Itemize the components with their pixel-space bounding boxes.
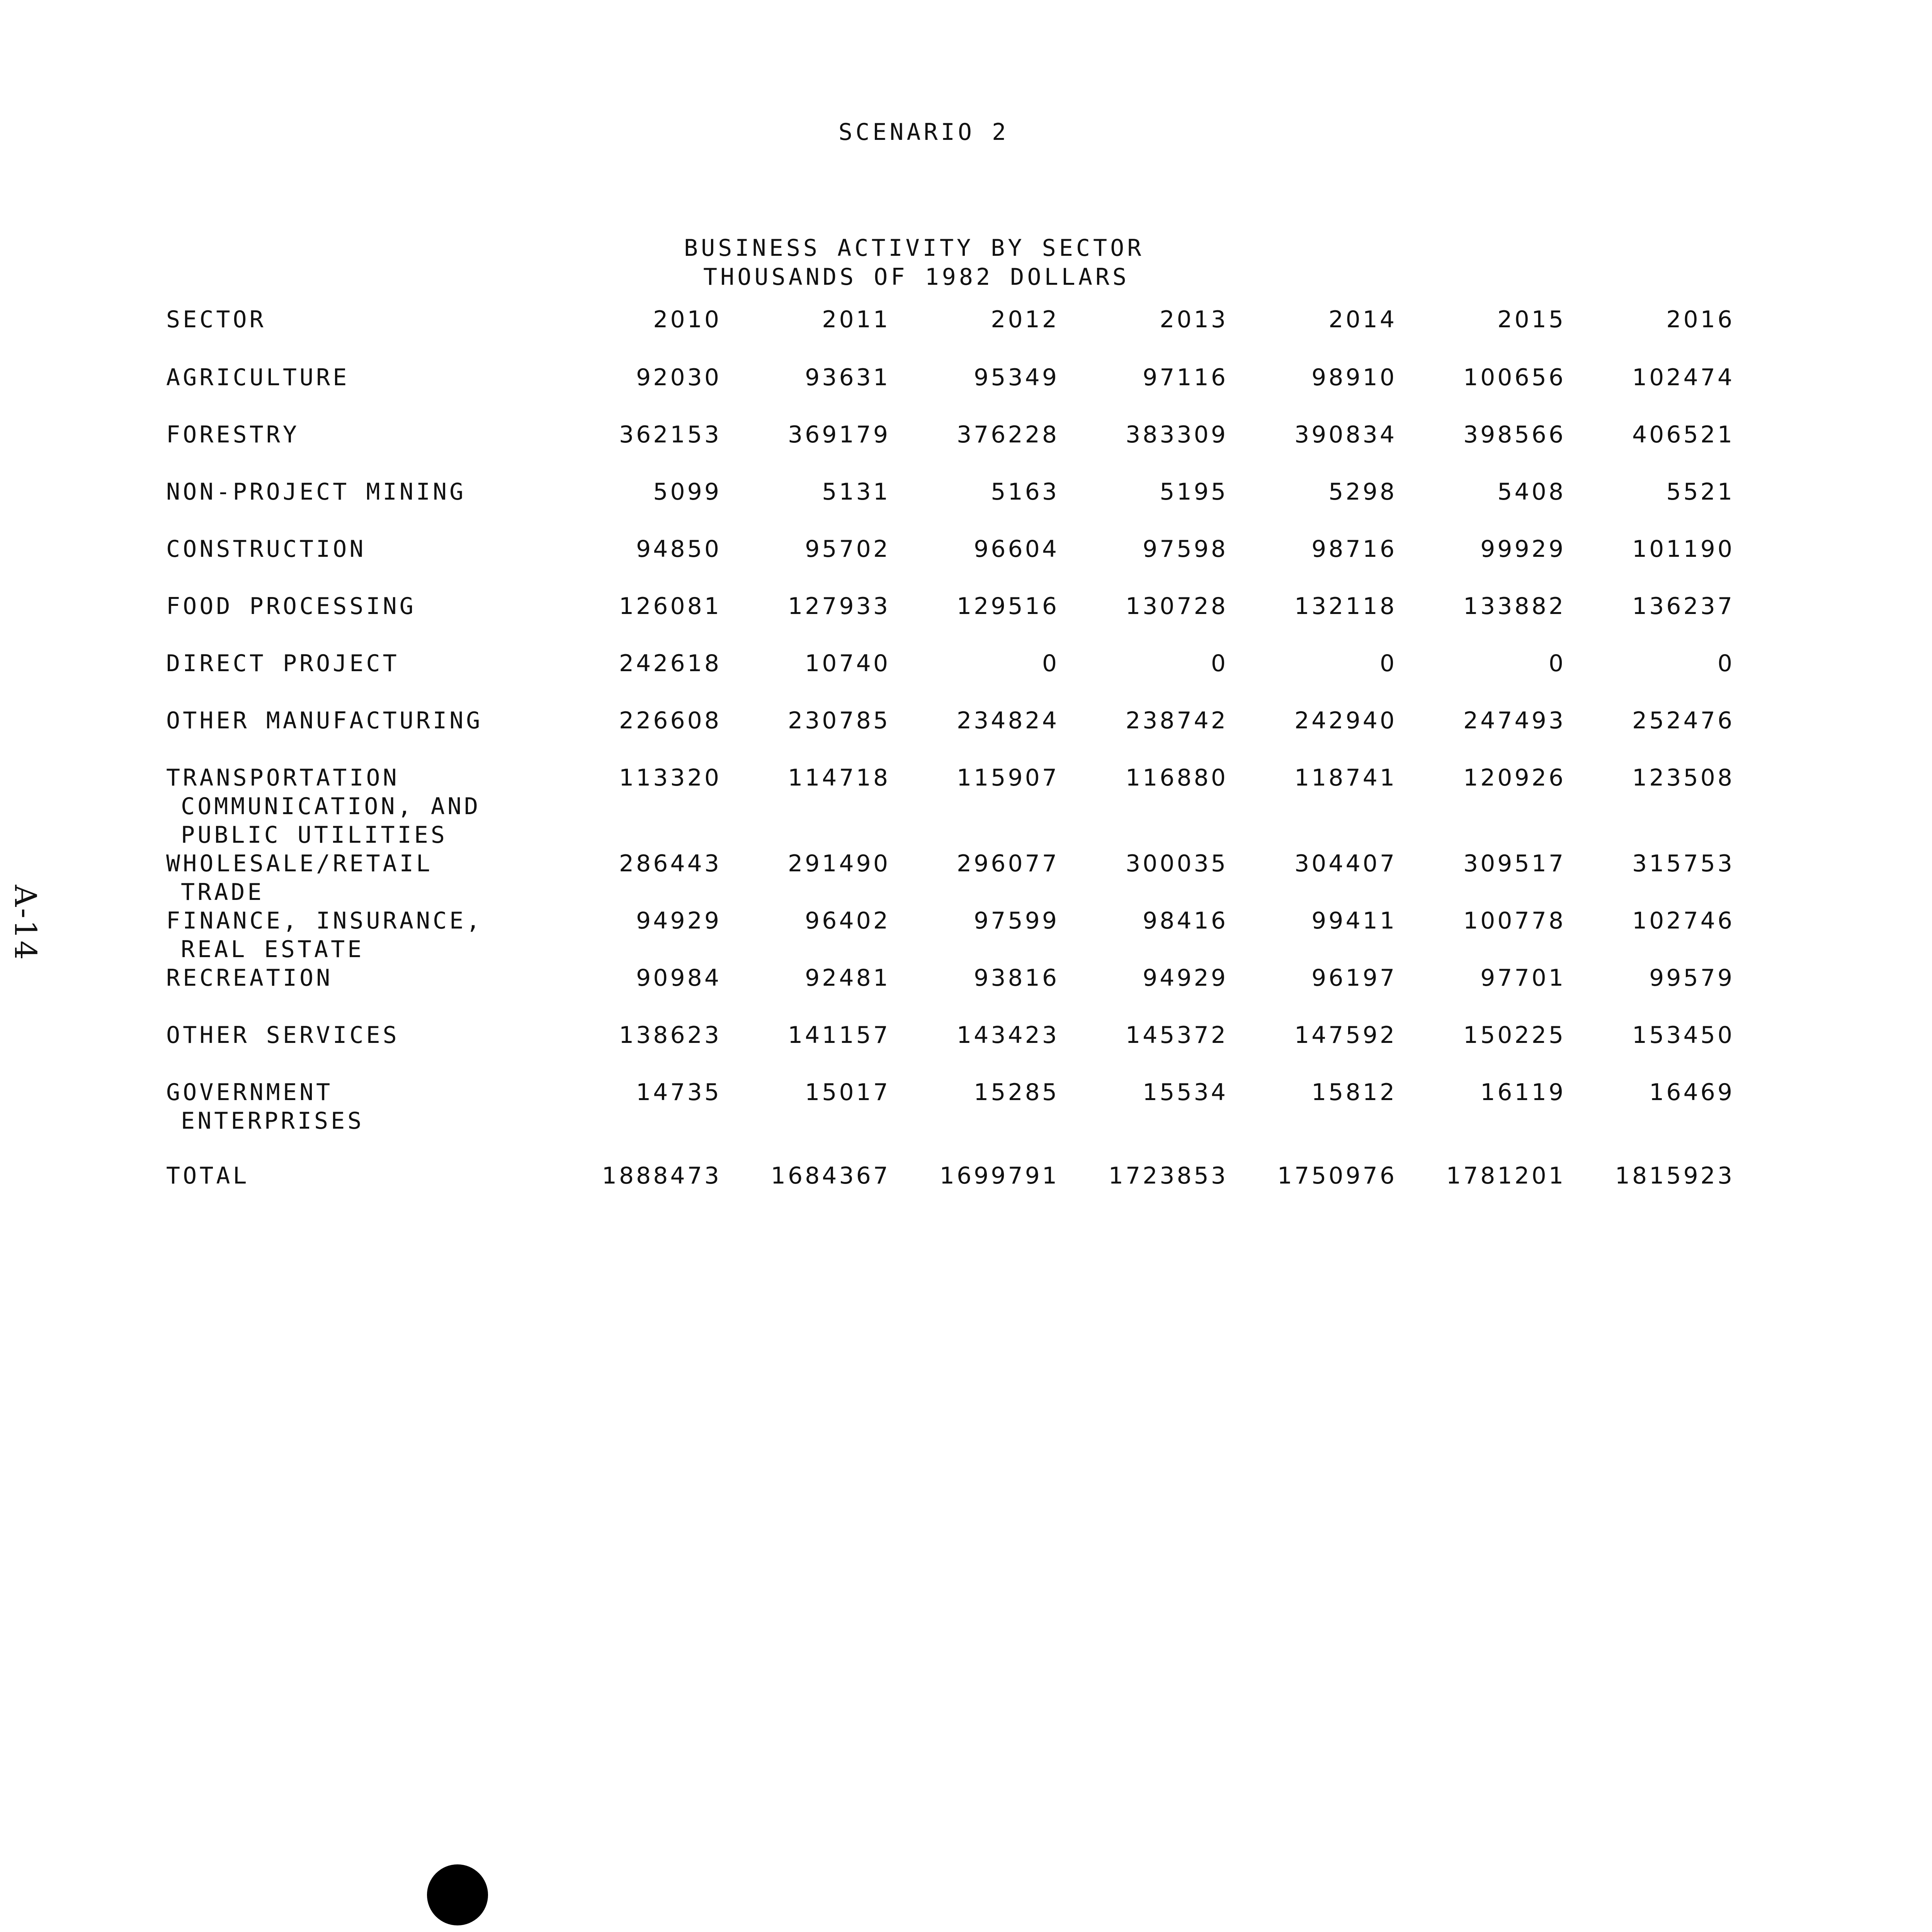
table-row bbox=[166, 1078, 1735, 1135]
header-year: 2015 bbox=[1497, 306, 1566, 333]
total-value-cell: 1699791 bbox=[939, 1162, 1059, 1189]
sector-name-line: CONSTRUCTION bbox=[166, 536, 366, 563]
sector-name-line: RECREATION bbox=[166, 964, 333, 992]
value-cell: 14735 bbox=[636, 1079, 721, 1106]
scenario-label: SCENARIO 2 bbox=[838, 119, 1009, 146]
value-cell: 126081 bbox=[619, 593, 721, 620]
value-cell: 116880 bbox=[1125, 764, 1228, 791]
total-label: TOTAL bbox=[166, 1162, 250, 1189]
value-cell: 309517 bbox=[1463, 850, 1566, 877]
header-year: 2010 bbox=[653, 306, 721, 333]
header-year: 2013 bbox=[1160, 306, 1228, 333]
page-number: A-14 bbox=[8, 885, 43, 961]
sector-name-line: ENTERPRISES bbox=[181, 1107, 364, 1134]
value-cell: 5521 bbox=[1666, 478, 1735, 505]
sector-name-line: COMMUNICATION, AND bbox=[181, 793, 481, 820]
total-value-cell: 1723853 bbox=[1108, 1162, 1228, 1189]
value-cell: 96402 bbox=[805, 907, 890, 934]
sector-name-line: OTHER SERVICES bbox=[166, 1022, 400, 1049]
value-cell: 101190 bbox=[1632, 536, 1735, 563]
sector-name-line: OTHER MANUFACTURING bbox=[166, 707, 483, 734]
table-row bbox=[166, 420, 1735, 478]
value-cell: 114718 bbox=[787, 764, 890, 791]
value-cell: 98416 bbox=[1143, 907, 1228, 934]
sector-name bbox=[166, 592, 553, 649]
value-cell: 5163 bbox=[991, 478, 1059, 505]
table-row bbox=[166, 1021, 1735, 1078]
value-cell: 362153 bbox=[619, 421, 721, 448]
value-cell: 406521 bbox=[1632, 421, 1735, 448]
value-cell: 92030 bbox=[636, 364, 721, 391]
value-cell: 5099 bbox=[653, 478, 721, 505]
table-row bbox=[166, 478, 1735, 535]
value-cell: 230785 bbox=[787, 707, 890, 734]
sector-name-line: TRANSPORTATION bbox=[166, 764, 400, 791]
value-cell: 143423 bbox=[956, 1022, 1059, 1049]
value-cell: 0 bbox=[1717, 650, 1735, 677]
sector-name-line: AGRICULTURE bbox=[166, 364, 350, 391]
value-cell: 97598 bbox=[1143, 536, 1228, 563]
value-cell: 242618 bbox=[619, 650, 721, 677]
value-cell: 15017 bbox=[805, 1079, 890, 1106]
table-header-row bbox=[166, 305, 1735, 363]
value-cell: 383309 bbox=[1125, 421, 1228, 448]
sector-name bbox=[166, 649, 553, 706]
value-cell: 130728 bbox=[1125, 593, 1228, 620]
value-cell: 247493 bbox=[1463, 707, 1566, 734]
value-cell: 97599 bbox=[974, 907, 1059, 934]
header-year: 2014 bbox=[1328, 306, 1397, 333]
value-cell: 242940 bbox=[1294, 707, 1397, 734]
sector-name-line: FORESTRY bbox=[166, 421, 299, 448]
value-cell: 102746 bbox=[1632, 907, 1735, 934]
value-cell: 5298 bbox=[1328, 478, 1397, 505]
value-cell: 133882 bbox=[1463, 593, 1566, 620]
value-cell: 115907 bbox=[956, 764, 1059, 791]
value-cell: 94929 bbox=[636, 907, 721, 934]
value-cell: 92481 bbox=[805, 964, 890, 992]
sector-name-line: DIRECT PROJECT bbox=[166, 650, 400, 677]
value-cell: 153450 bbox=[1632, 1022, 1735, 1049]
header-sector: SECTOR bbox=[166, 306, 266, 333]
total-value-cell: 1815923 bbox=[1615, 1162, 1735, 1189]
value-cell: 97116 bbox=[1143, 364, 1228, 391]
total-value-cell: 1888473 bbox=[602, 1162, 721, 1189]
value-cell: 0 bbox=[1379, 650, 1397, 677]
value-cell: 398566 bbox=[1463, 421, 1566, 448]
value-cell: 141157 bbox=[787, 1022, 890, 1049]
value-cell: 369179 bbox=[787, 421, 890, 448]
value-cell: 291490 bbox=[787, 850, 890, 877]
value-cell: 93631 bbox=[805, 364, 890, 391]
table-row bbox=[166, 706, 1735, 764]
sector-name-line: WHOLESALE/RETAIL bbox=[166, 850, 433, 877]
value-cell: 0 bbox=[1042, 650, 1059, 677]
total-value-cell: 1750976 bbox=[1277, 1162, 1397, 1189]
value-cell: 100656 bbox=[1463, 364, 1566, 391]
value-cell: 99579 bbox=[1649, 964, 1735, 992]
value-cell: 96604 bbox=[974, 536, 1059, 563]
table-row bbox=[166, 964, 1735, 1021]
table-row bbox=[166, 849, 1735, 906]
value-cell: 5408 bbox=[1497, 478, 1566, 505]
table-row bbox=[166, 363, 1735, 420]
table-row bbox=[166, 906, 1735, 964]
value-cell: 129516 bbox=[956, 593, 1059, 620]
value-cell: 16119 bbox=[1480, 1079, 1566, 1106]
business-activity-table bbox=[166, 305, 1735, 1190]
table-row bbox=[166, 764, 1735, 849]
value-cell: 102474 bbox=[1632, 364, 1735, 391]
value-cell: 252476 bbox=[1632, 707, 1735, 734]
value-cell: 15285 bbox=[974, 1079, 1059, 1106]
value-cell: 98910 bbox=[1311, 364, 1397, 391]
value-cell: 226608 bbox=[619, 707, 721, 734]
value-cell: 99411 bbox=[1311, 907, 1397, 934]
value-cell: 93816 bbox=[974, 964, 1059, 992]
value-cell: 99929 bbox=[1480, 536, 1566, 563]
table-body bbox=[166, 363, 1735, 1190]
value-cell: 120926 bbox=[1463, 764, 1566, 791]
value-cell: 304407 bbox=[1294, 850, 1397, 877]
value-cell: 90984 bbox=[636, 964, 721, 992]
value-cell: 15534 bbox=[1143, 1079, 1228, 1106]
sector-name bbox=[166, 706, 553, 764]
value-cell: 286443 bbox=[619, 850, 721, 877]
sector-name-line: TRADE bbox=[181, 879, 264, 906]
sector-name bbox=[166, 478, 553, 535]
total-value-cell: 1684367 bbox=[770, 1162, 890, 1189]
value-cell: 138623 bbox=[619, 1022, 721, 1049]
value-cell: 98716 bbox=[1311, 536, 1397, 563]
value-cell: 15812 bbox=[1311, 1079, 1397, 1106]
value-cell: 95349 bbox=[974, 364, 1059, 391]
value-cell: 132118 bbox=[1294, 593, 1397, 620]
value-cell: 390834 bbox=[1294, 421, 1397, 448]
sector-name bbox=[166, 849, 553, 906]
sector-name-line: REAL ESTATE bbox=[181, 936, 364, 963]
value-cell: 145372 bbox=[1125, 1022, 1228, 1049]
value-cell: 94929 bbox=[1143, 964, 1228, 992]
sector-name-line: NON-PROJECT MINING bbox=[166, 478, 466, 505]
sector-name-line: GOVERNMENT bbox=[166, 1079, 333, 1106]
value-cell: 300035 bbox=[1125, 850, 1228, 877]
header-year: 2011 bbox=[822, 306, 890, 333]
header-year: 2016 bbox=[1666, 306, 1735, 333]
sector-name-line: PUBLIC UTILITIES bbox=[181, 821, 447, 849]
sector-name bbox=[166, 764, 553, 849]
table-subtitle: THOUSANDS OF 1982 DOLLARS bbox=[703, 264, 1130, 291]
value-cell: 127933 bbox=[787, 593, 890, 620]
value-cell: 95702 bbox=[805, 536, 890, 563]
value-cell: 100778 bbox=[1463, 907, 1566, 934]
value-cell: 0 bbox=[1211, 650, 1228, 677]
sector-name-line: FINANCE, INSURANCE, bbox=[166, 907, 483, 934]
table-row bbox=[166, 592, 1735, 649]
total-value-cell: 1781201 bbox=[1446, 1162, 1566, 1189]
value-cell: 5131 bbox=[822, 478, 890, 505]
punch-hole bbox=[427, 1864, 488, 1925]
value-cell: 94850 bbox=[636, 536, 721, 563]
value-cell: 150225 bbox=[1463, 1022, 1566, 1049]
table-row bbox=[166, 535, 1735, 592]
value-cell: 5195 bbox=[1160, 478, 1228, 505]
value-cell: 97701 bbox=[1480, 964, 1566, 992]
value-cell: 147592 bbox=[1294, 1022, 1397, 1049]
value-cell: 16469 bbox=[1649, 1079, 1735, 1106]
value-cell: 123508 bbox=[1632, 764, 1735, 791]
sector-name bbox=[166, 1078, 553, 1135]
value-cell: 136237 bbox=[1632, 593, 1735, 620]
table-row bbox=[166, 649, 1735, 706]
sector-name bbox=[166, 964, 553, 1021]
sector-name bbox=[166, 906, 553, 964]
sector-name bbox=[166, 535, 553, 592]
value-cell: 296077 bbox=[956, 850, 1059, 877]
value-cell: 96197 bbox=[1311, 964, 1397, 992]
header-year: 2012 bbox=[991, 306, 1059, 333]
value-cell: 10740 bbox=[805, 650, 890, 677]
value-cell: 238742 bbox=[1125, 707, 1228, 734]
sector-name bbox=[166, 363, 553, 420]
value-cell: 118741 bbox=[1294, 764, 1397, 791]
table-title: BUSINESS ACTIVITY BY SECTOR bbox=[684, 235, 1145, 262]
value-cell: 315753 bbox=[1632, 850, 1735, 877]
value-cell: 113320 bbox=[619, 764, 721, 791]
sector-name-line: FOOD PROCESSING bbox=[166, 593, 416, 620]
value-cell: 234824 bbox=[956, 707, 1059, 734]
total-row bbox=[166, 1135, 1735, 1190]
value-cell: 0 bbox=[1548, 650, 1566, 677]
sector-name bbox=[166, 1021, 553, 1078]
value-cell: 376228 bbox=[956, 421, 1059, 448]
sector-name bbox=[166, 420, 553, 478]
